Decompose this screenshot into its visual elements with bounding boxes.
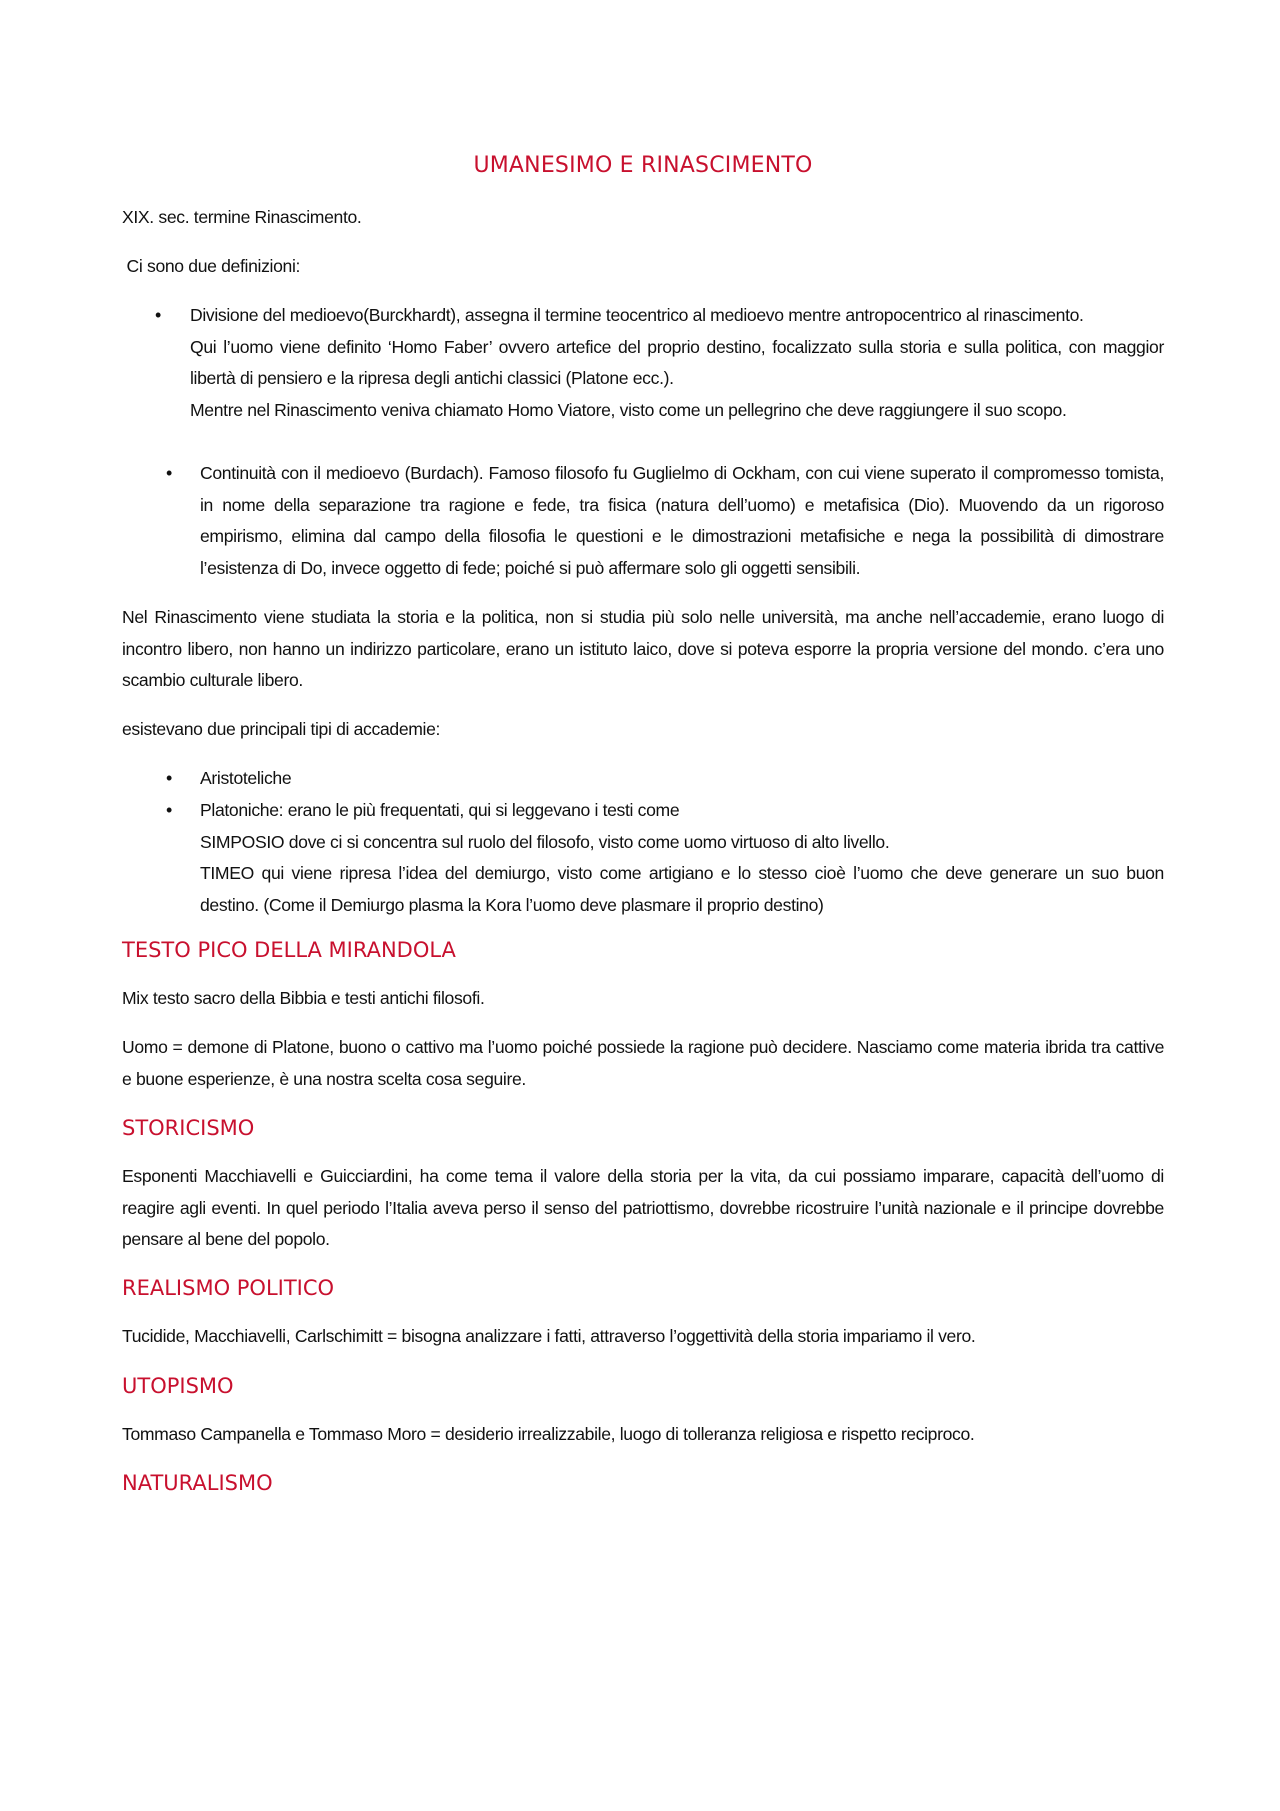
section-heading: UTOPISMO (122, 1373, 234, 1398)
bullet-icon: • (166, 768, 172, 789)
list-item-text: TIMEO qui viene ripresa l’idea del demiurgo, visto come artigiano e lo stesso cioè l’uomo che deve generare un suo buon destino. (Come il Demiurgo plasma la Kora l’uomo deve plasmare il proprio destino) (200, 863, 1164, 915)
list-item-text: Divisione del medioevo(Burckhardt), assegna il termine teocentrico al medioevo mentre antropocentrico al rinascimento. (190, 305, 1084, 326)
paragraph: Mix testo sacro della Bibbia e testi antichi filosofi. (122, 988, 485, 1009)
paragraph: Esponenti Macchiavelli e Guicciardini, ha come tema il valore della storia per la vita, da cui possiamo imparare, capacità dell’uomo di reagire agli eventi. In quel periodo l’Italia aveva perso il senso del patriottismo, dovrebbe ricostruire l’unità nazionale e il principe dovrebbe pensare al bene del popolo. (122, 1166, 1164, 1250)
accademie-list (122, 763, 1164, 921)
paragraph: Uomo = demone di Platone, buono o cattivo ma l’uomo poiché possiede la ragione può decidere. Nasciamo come materia ibrida tra cattive e buone esperienze, è una nostra scelta cosa seguire. (122, 1037, 1164, 1090)
document-page (122, 150, 1164, 1516)
definitions-list-2 (122, 458, 1164, 584)
section-heading: NATURALISMO (122, 1470, 273, 1495)
list-item (122, 300, 1164, 426)
list-item-text: Aristoteliche (200, 768, 292, 789)
section-heading: TESTO PICO DELLA MIRANDOLA (122, 938, 456, 963)
paragraph: Tommaso Campanella e Tommaso Moro = desiderio irrealizzabile, luogo di tolleranza religiosa e rispetto reciproco. (122, 1423, 975, 1444)
list-item (122, 458, 1164, 584)
list-item-text: Qui l’uomo viene definito ‘Homo Faber’ ovvero artefice del proprio destino, focalizzato sulla storia e sulla politica, con maggior libertà di pensiero e la ripresa degli antichi classici (Platone ecc.). (190, 336, 1164, 389)
definitions-list (122, 300, 1164, 426)
bullet-icon: • (166, 463, 172, 484)
bullet-icon: • (155, 305, 161, 326)
list-item-text: Continuità con il medioevo (Burdach). Famoso filosofo fu Guglielmo di Ockham, con cui viene superato il compromesso tomista, in nome della separazione tra ragione e fede, tra fisica (natura dell’uomo) e metafisica (Dio). Muovendo da un rigoroso empirismo, elimina dal campo della filosofia le questioni e le dimostrazioni metafisiche e nega la possibilità di dimostrare l’esistenza di Do, invece oggetto di fede; poiché si può affermare solo gli oggetti sensibili. (200, 463, 1164, 578)
document-title: UMANESIMO E RINASCIMENTO (473, 153, 813, 178)
list-item (122, 763, 1164, 795)
intro-line: Ci sono due definizioni: (122, 256, 301, 277)
list-item (122, 795, 1164, 921)
list-item-text: Platoniche: erano le più frequentati, qui si leggevano i testi come (200, 800, 680, 820)
paragraph: Nel Rinascimento viene studiata la storia e la politica, non si studia più solo nelle università, ma anche nell’accademie, erano luogo di incontro libero, non hanno un indirizzo particolare, erano un istituto laico, dove si poteva esporre la propria versione del mondo. c’era uno scambio culturale libero. (122, 607, 1164, 691)
paragraph: esistevano due principali tipi di accademie: (122, 719, 441, 740)
section-heading: REALISMO POLITICO (122, 1276, 335, 1301)
list-item-text: Mentre nel Rinascimento veniva chiamato Homo Viatore, visto come un pellegrino che deve raggiungere il suo scopo. (190, 399, 1067, 420)
bullet-icon: • (166, 800, 172, 820)
section-heading: STORICISMO (122, 1116, 255, 1141)
paragraph: Tucidide, Macchiavelli, Carlschimitt = bisogna analizzare i fatti, attraverso l’oggettività della storia impariamo il vero. (122, 1326, 976, 1347)
intro-line: XIX. sec. termine Rinascimento. (122, 207, 362, 227)
list-item-text: SIMPOSIO dove ci si concentra sul ruolo del filosofo, visto come uomo virtuoso di alto livello. (200, 831, 890, 852)
